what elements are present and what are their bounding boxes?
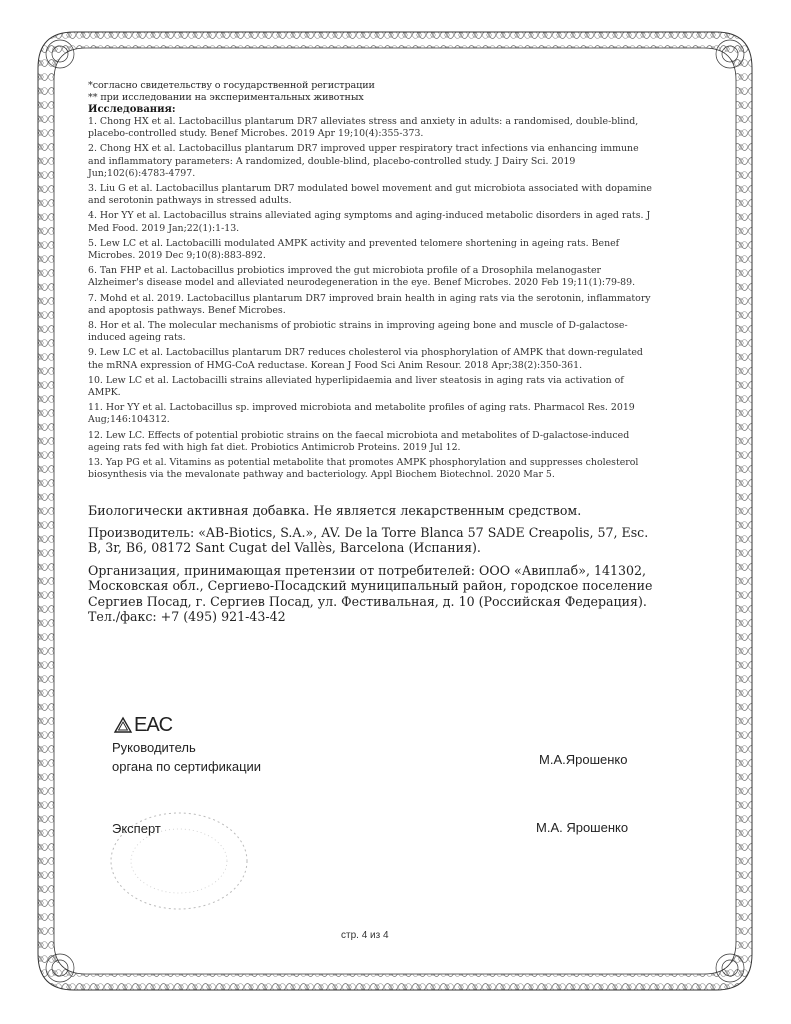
- phone-fax: Тел./факс: +7 (495) 921-43-42: [88, 608, 286, 624]
- reference-item: 8. Hor et al. The molecular mechanisms of probiotic strains in improving ageing bone and muscle of D-galactose-induced ageing rats.: [88, 320, 628, 344]
- references-list: [88, 116, 658, 481]
- manufacturer-info: Производитель: «AB-Biotics, S.A.», AV. De la Torre Blanca 57 SADE Creapolis, 57, Esc. B, 3r, B6, 08172 Sant Cugat del Vallès, Barcelona (Испания).: [88, 524, 649, 555]
- footnote: *согласно свидетельству о государственной регистрации: [88, 80, 375, 91]
- reference-item: 2. Chong HX et al. Lactobacillus plantarum DR7 improved upper respiratory tract infections via enhancing immune and inflammatory parameters: A randomized, double-blind, placebo-controlled study. J Dairy Sci. 2019 Jun;102(6):4783-4797.: [88, 143, 639, 179]
- supplement-note: Биологически активная добавка. Не является лекарственным средством.: [88, 503, 582, 519]
- head-title-line1: Руководитель: [112, 740, 196, 755]
- reference-item: 3. Liu G et al. Lactobacillus plantarum DR7 modulated bowel movement and gut microbiota associated with dopamine and serotonin pathways in stressed adults.: [88, 183, 652, 207]
- document-body: [88, 80, 658, 624]
- claims-organization: Организация, принимающая претензии от потребителей: ООО «Авиплаб», 141302, Московская обл., Сергиево-Посадский муниципальный район, городское поселение Сергиев Посад, г. Сергиев Посад, ул. Фестивальная, д. 10 (Российская Федерация).: [88, 563, 653, 609]
- reference-item: 6. Tan FHP et al. Lactobacillus probiotics improved the gut microbiota profile of a Drosophila melanogaster Alzheimer's disease model and alleviated neurodegeneration in the eye. Benef Microbes. 2020 Feb 19;11(1):79-89.: [88, 265, 636, 289]
- reference-item: 10. Lew LC et al. Lactobacilli strains alleviated hyperlipidaemia and liver steatosis in aging rats via activation of AMPK.: [88, 374, 624, 399]
- footnotes: [88, 80, 658, 104]
- reference-item: 13. Yap PG et al. Vitamins as potential metabolite that promotes AMPK phosphorylation and suppresses cholesterol biosynthesis via the mevalonate pathway and bacteriology. Appl Biochem Biotechnol. 2020 Mar 5.: [88, 457, 639, 481]
- reference-item: 4. Hor YY et al. Lactobacillus strains alleviated aging symptoms and aging-induced metabolic disorders in aged rats. J Med Food. 2019 Jan;22(1):1-13.: [88, 210, 651, 234]
- references-heading: Исследования:: [88, 104, 176, 115]
- page-number: стр. 4 из 4: [341, 930, 389, 941]
- reference-item: 12. Lew LC. Effects of potential probiotic strains on the faecal microbiota and metabolites of D-galactose-induced ageing rats fed with high fat diet. Probiotics Antimicrob Proteins. 2019 Jul 12.: [88, 429, 630, 453]
- reference-item: 7. Mohd et al. 2019. Lactobacillus plantarum DR7 improved brain health in aging rats via the serotonin, inflammatory and apoptosis pathways. Benef Microbes.: [88, 292, 651, 316]
- recycle-triangle-icon: [113, 716, 133, 736]
- expert-title: Эксперт: [112, 821, 161, 836]
- reference-item: 9. Lew LC et al. Lactobacillus plantarum DR7 reduces cholesterol via phosphorylation of AMPK that down-regulated the mRNA expression of HMG-CoA reductase. Korean J Food Sci Anim Resour. 2018 Apr;38(2):350-361.: [88, 347, 643, 371]
- head-title-line2: органа по сертификации: [112, 759, 262, 774]
- head-name: М.А.Ярошенко: [539, 752, 628, 767]
- eac-mark: EAC: [134, 714, 173, 736]
- expert-name: М.А. Ярошенко: [536, 820, 629, 835]
- reference-item: 1. Chong HX et al. Lactobacillus plantarum DR7 alleviates stress and anxiety in adults: a randomised, double-blind, placebo-controlled study. Benef Microbes. 2019 Apr 19;10(4):355-373.: [88, 116, 639, 140]
- reference-item: 5. Lew LC et al. Lactobacilli modulated AMPK activity and prevented telomere shortening in ageing rats. Benef Microbes. 2019 Dec 9;10(8):883-892.: [88, 237, 620, 262]
- reference-item: 11. Hor YY et al. Lactobacillus sp. improved microbiota and metabolite profiles of aging rats. Pharmacol Res. 2019 Aug;146:104312.: [88, 402, 635, 426]
- footnote: ** при исследовании на экспериментальных животных: [88, 92, 364, 103]
